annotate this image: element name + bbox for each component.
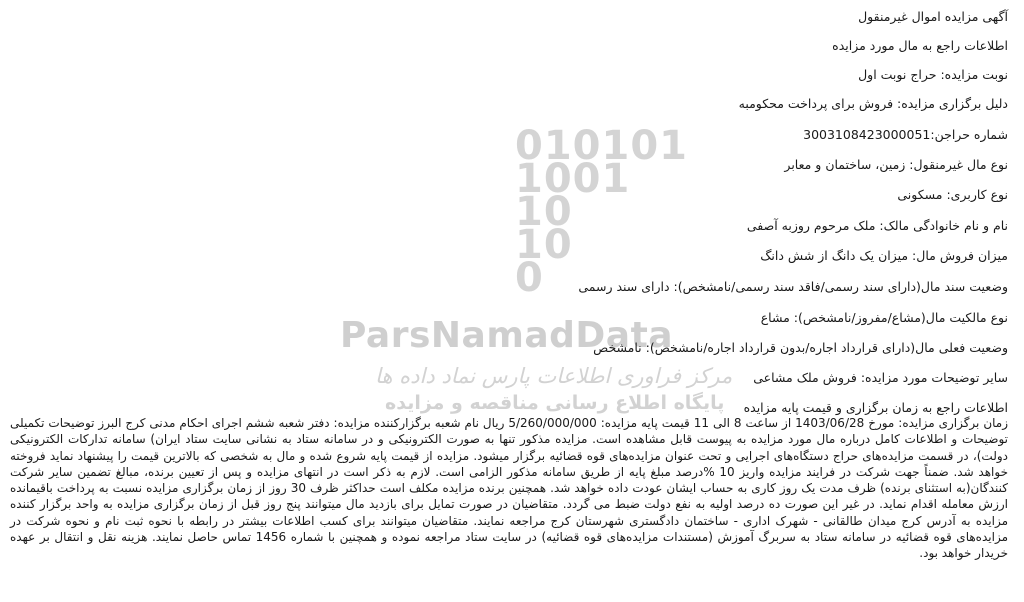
auction-number: شماره حراجن:3003108423000051 xyxy=(803,127,1008,142)
watermark-binary-logo: 010101 1001 10 10 0 xyxy=(515,123,688,301)
watermark-persian-line-2: پایگاه اطلاع رسانی مناقصه و مزایده xyxy=(385,392,725,414)
other-descriptions: سایر توضیحات مورد مزایده: فروش ملک مشاعی xyxy=(753,370,1008,385)
section-heading-time-and-price: اطلاعات راجع به زمان برگزاری و قیمت پایه مزایده xyxy=(743,400,1008,415)
watermark xyxy=(290,123,750,420)
ownership-type: نوع مالکیت مال(مشاع/مفروز/نامشخص): مشاع xyxy=(760,310,1008,325)
section-heading-property-info: اطلاعات راجع به مال مورد مزایده xyxy=(832,38,1008,53)
lease-status: وضعیت فعلی مال(دارای قرارداد اجاره/بدون قرارداد اجاره/نامشخص): نامشخص xyxy=(593,340,1008,355)
usage-type: نوع کاربری: مسکونی xyxy=(897,187,1008,202)
auction-round: نوبت مزایده: حراج نوبت اول xyxy=(858,67,1008,82)
auction-reason: دلیل برگزاری مزایده: فروش برای پرداخت محکومبه xyxy=(738,96,1008,111)
watermark-brand: ParsNamadData xyxy=(340,315,674,356)
notice-title: آگهی مزایده اموال غیرمنقول xyxy=(858,9,1008,24)
sale-share: میزان فروش مال: میزان یک دانگ از شش دانگ xyxy=(760,248,1008,263)
property-type: نوع مال غیرمنقول: زمین، ساختمان و معابر xyxy=(784,157,1008,172)
deed-status: وضعیت سند مال(دارای سند رسمی/فاقد سند رسمی/نامشخص): دارای سند رسمی xyxy=(578,279,1008,294)
watermark-persian-line-1: مرکز فراوری اطلاعات پارس نماد داده ها xyxy=(375,364,733,388)
owner-name: نام و نام خانوادگی مالک: ملک مرحوم روزبه آصفی xyxy=(746,218,1008,233)
auction-details-paragraph: زمان برگزاری مزایده: مورخ 1403/06/28 از ساعت 8 الی 11 قیمت پایه مزایده: 5/260/000/000 ریال نام شعبه برگزارکننده مزایده: دفتر شعبه ششم اجرای احکام مدنی کرج البرز توضیحات تکمیلی توضیحات و اطلاعات کامل درباره مال مورد مزایده به پیوست قابل مشاهده است. مزایده مذکور تنها به صورت الکترونیکی و در سامانه ستاد به نشانی سایت ستاد ایران) سامانه تدارکات الکترونیکی دولت)، در قسمت مزایده‌های حراج دستگاه‌های اجرایی و تحت عنوان مزایده‌های قوه قضائیه برگزار میشود. مزایده از قیمت پایه شروع شده و مال به شخصی که بالاترین قیمت را پیشنهاد نماید فروخته خواهد شد. ضمناً جهت شرکت در فرایند مزایده واریز 10 %درصد مبلغ پایه از طریق سامانه مذکور الزامی است. لازم به ذکر است در انتهای مزایده و پس از تعیین برنده، مبالغ تضمین سایر شرکت کنندگان(به استثنای برنده) ظرف مدت یک روز کاری به حساب ایشان عودت داده خواهد شد. همچنین برنده مزایده مکلف است حداکثر ظرف 30 روز از زمان برگزاری مزایده نسبت به پرداخت باقیمانده ارزش معامله اقدام نماید. در غیر این صورت ده درصد اولیه به نفع دولت ضبط می گردد. متقاضیان در صورت تمایل برای بازدید مال میتوانند پنج روز قبل از زمان برگزاری مزایده به واحد برگزار کننده مزایده به آدرس کرج میدان طالقانی - شهرک اداری - ساختمان دادگستری شهرستان کرج مراجعه نمایند. متقاضیان میتوانند برای کسب اطلاعات بیشتر در رابطه با نحوه ثبت نام و نحوه شرکت در مزایده‌های قوه قضائیه در سامانه ستاد به سربرگ آموزش (مستندات مزایده‌های قوه قضائیه) در سایت ستاد مراجعه نموده و همچنین با شماره 1456 تماس حاصل نمایند. هزینه نقل و انتقال بر عهده خریدار خواهد بود. xyxy=(10,416,1009,561)
